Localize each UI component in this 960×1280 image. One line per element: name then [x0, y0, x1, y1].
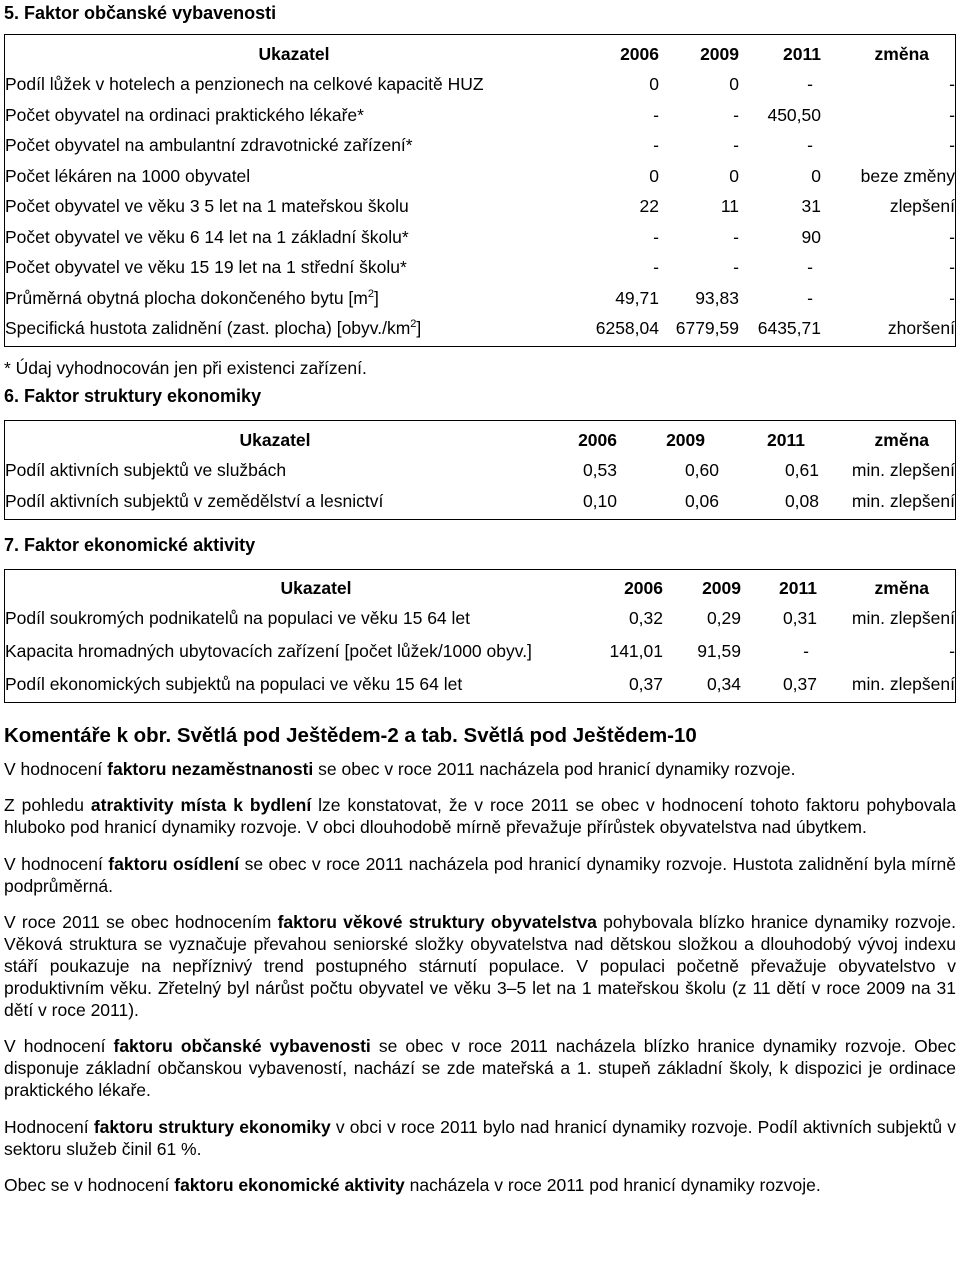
row-label-superscript: 2	[410, 318, 417, 331]
table-row	[5, 70, 955, 101]
paragraph-text: pohybovala blízko hranice dynamiky rozvoje. Věková struktura se vyznačuje převahou seniorské složky obyvatelstva nad dětskou složkou a dlouhodobý vývoj indexu stáří poukazuje na nepříznivý trend postupného stárnutí populace. V populaci početně převažuje obyvatelstvo v produktivním věku. Zřetelný byl nárůst počtu obyvatel ve věku 3–5 let na 1 mateřskou školu (z 11 dětí v roce 2009 na 31 dětí v roce 2011).	[4, 912, 956, 1020]
header-2011: 2011	[783, 43, 821, 64]
table-row	[5, 283, 955, 314]
value-change: -	[949, 135, 955, 156]
table-row	[5, 486, 955, 517]
header-2006: 2006	[620, 43, 659, 64]
value-2011: 0,37	[782, 674, 817, 694]
value-2011: 31	[801, 196, 821, 217]
row-label-suffix: ]	[416, 318, 422, 339]
value-change: -	[949, 74, 955, 95]
header-change: změna	[874, 429, 929, 450]
value-2006: 0,37	[628, 674, 663, 694]
row-label: Kapacita hromadných ubytovacích zařízení [počet lůžek/1000 obyv.]	[5, 641, 532, 661]
value-2006: 0,32	[628, 608, 663, 628]
value-change: beze změny	[860, 165, 955, 186]
table-row	[5, 131, 955, 162]
header-change: změna	[874, 578, 929, 598]
header-change: změna	[874, 43, 929, 64]
row-label: Podíl aktivních subjektů ve službách	[5, 460, 287, 481]
paragraph-text: V hodnocení	[4, 1036, 114, 1057]
paragraph-text: se obec v roce 2011 nacházela pod hranicí dynamiky rozvoje. Hustota zalidnění byla mírně podprůměrná.	[4, 853, 957, 896]
paragraph-emphasis: faktoru ekonomické aktivity	[174, 1175, 405, 1196]
value-2009: 0	[729, 165, 739, 186]
value-2009: -	[733, 135, 739, 156]
value-change: -	[949, 257, 955, 278]
paragraph-emphasis: faktoru věkové struktury obyvatelstva	[277, 912, 597, 933]
paragraph-text: lze konstatovat, že v roce 2011 se obec v hodnocení tohoto faktoru pohybovala hluboko pod hranicí dynamiky rozvoje. V obci dlouhodobě mírně převažuje přírůstek obyvatelstva nad úbytkem.	[4, 795, 956, 838]
row-label-suffix: ]	[374, 287, 379, 308]
header-2009: 2009	[702, 578, 741, 598]
value-2006: 0,10	[582, 490, 617, 511]
value-2006: 0	[649, 165, 659, 186]
paragraph-text: v obci v roce 2011 bylo nad hranicí dynamiky rozvoje. Podíl aktivních subjektů v sektoru služeb činil 61 %.	[4, 1116, 956, 1159]
value-change: min. zlepšení	[851, 460, 955, 481]
header-2009: 2009	[700, 43, 739, 64]
header-2009: 2009	[666, 429, 705, 450]
value-2009: 0,29	[706, 608, 741, 628]
value-2009: 0,60	[684, 460, 719, 481]
comment-paragraph	[4, 912, 956, 1021]
paragraph-text: Hodnocení	[4, 1116, 94, 1137]
section-6-table-box	[4, 420, 956, 520]
row-label	[5, 283, 571, 314]
value-2009: -	[733, 257, 739, 278]
value-2009: 93,83	[695, 287, 739, 308]
paragraph-text: Z pohledu	[4, 795, 91, 816]
table-header-row	[5, 39, 955, 70]
header-indicator: Ukazatel	[258, 43, 330, 64]
value-2006: 22	[639, 196, 659, 217]
comment-paragraph	[4, 759, 956, 781]
section-7-table	[5, 574, 955, 700]
table-row	[5, 161, 955, 192]
row-label: Podíl lůžek v hotelech a penzionech na celkové kapacitě HUZ	[5, 74, 484, 95]
header-2011: 2011	[767, 429, 805, 450]
header-indicator: Ukazatel	[239, 429, 311, 450]
row-label: Počet obyvatel ve věku 3 5 let na 1 mateřskou školu	[5, 196, 409, 217]
row-label-text: Průměrná obytná plocha dokončeného bytu [m	[5, 287, 368, 308]
paragraph-emphasis: faktoru nezaměstnanosti	[107, 758, 314, 779]
section-6-table	[5, 425, 955, 517]
table-row	[5, 222, 955, 253]
value-2011: 90	[801, 226, 821, 247]
section-6-title: 6. Faktor struktury ekonomiky	[4, 386, 262, 406]
comment-paragraph	[4, 795, 956, 839]
row-label-superscript: 2	[367, 287, 374, 300]
value-2006: -	[653, 257, 659, 278]
value-2006: -	[653, 104, 659, 125]
table-row	[5, 192, 955, 223]
paragraph-text: se obec v roce 2011 nacházela pod hranicí dynamiky rozvoje.	[313, 758, 796, 779]
paragraph-text: V roce 2011 se obec hodnocením	[4, 912, 278, 933]
value-2011: 0,08	[784, 490, 819, 511]
paragraph-emphasis: faktoru osídlení	[108, 853, 240, 874]
comment-paragraph	[4, 854, 956, 898]
value-2006: 141,01	[609, 641, 663, 661]
value-change: -	[949, 226, 955, 247]
header-2011: 2011	[779, 578, 817, 598]
table-row	[5, 604, 955, 634]
value-2011: -	[807, 287, 813, 308]
section-5-title: 5. Faktor občanské vybavenosti	[4, 3, 277, 23]
value-change: min. zlepšení	[851, 490, 955, 511]
section-5-table-box	[4, 34, 956, 347]
row-label: Podíl ekonomických subjektů na populaci ve věku 15 64 let	[5, 674, 463, 694]
row-label: Podíl soukromých podnikatelů na populaci ve věku 15 64 let	[5, 608, 471, 628]
row-label-text: Specifická hustota zalidnění (zast. plocha) [obyv./km	[5, 318, 411, 339]
row-label: Počet obyvatel ve věku 15 19 let na 1 střední školu*	[5, 257, 407, 278]
value-2011: -	[803, 641, 809, 661]
value-2011: -	[807, 135, 813, 156]
paragraph-emphasis: faktoru občanské vybavenosti	[113, 1036, 371, 1057]
table-row	[5, 634, 955, 670]
paragraph-text: nacházela v roce 2011 pod hranicí dynamiky rozvoje.	[404, 1175, 821, 1196]
section-5-table	[5, 39, 955, 344]
value-change: zhoršení	[887, 318, 955, 339]
value-change: -	[949, 641, 955, 661]
value-2011: 0	[811, 165, 821, 186]
value-2011: -	[807, 74, 813, 95]
value-2011: -	[807, 257, 813, 278]
value-2009: 0,06	[684, 490, 719, 511]
header-2006: 2006	[578, 429, 617, 450]
comments-title: Komentáře k obr. Světlá pod Ještědem-2 a tab. Světlá pod Ještědem-10	[4, 723, 697, 747]
paragraph-emphasis: faktoru struktury ekonomiky	[93, 1116, 331, 1137]
value-2011: 450,50	[767, 104, 821, 125]
row-label	[5, 314, 571, 345]
value-change: min. zlepšení	[851, 608, 955, 628]
section-7-table-box	[4, 569, 956, 703]
row-label: Podíl aktivních subjektů v zemědělství a lesnictví	[5, 490, 384, 511]
section-7-title: 7. Faktor ekonomické aktivity	[4, 534, 256, 555]
row-label: Počet obyvatel na ordinaci praktického lékaře*	[5, 104, 364, 125]
value-2006: -	[653, 226, 659, 247]
paragraph-text: Obec se v hodnocení	[4, 1175, 175, 1196]
table-row	[5, 314, 955, 345]
table-header-row	[5, 574, 955, 604]
table-header-row	[5, 425, 955, 456]
footnote: * Údaj vyhodnocován jen při existenci zařízení.	[4, 358, 367, 378]
row-label: Počet lékáren na 1000 obyvatel	[5, 165, 251, 186]
value-change: -	[949, 287, 955, 308]
row-label: Počet obyvatel ve věku 6 14 let na 1 základní školu*	[5, 226, 409, 247]
comment-paragraph	[4, 1036, 956, 1101]
value-2006: 0	[649, 74, 659, 95]
comment-paragraph	[4, 1175, 956, 1197]
table-row	[5, 100, 955, 131]
value-2011: 0,61	[784, 460, 819, 481]
comment-paragraph	[4, 1117, 956, 1161]
value-change: zlepšení	[889, 196, 955, 217]
row-label: Počet obyvatel na ambulantní zdravotnické zařízení*	[5, 135, 413, 156]
value-change: -	[949, 104, 955, 125]
header-indicator: Ukazatel	[280, 578, 352, 598]
value-2006: 6258,04	[595, 318, 659, 339]
value-2009: 0,34	[706, 674, 741, 694]
value-2009: 11	[720, 196, 739, 217]
table-row	[5, 670, 955, 700]
value-2006: -	[653, 135, 659, 156]
value-2009: 91,59	[697, 641, 741, 661]
table-row	[5, 456, 955, 487]
paragraph-text: V hodnocení	[4, 758, 108, 779]
value-2006: 49,71	[615, 287, 659, 308]
table-row	[5, 253, 955, 284]
header-2006: 2006	[624, 578, 663, 598]
value-2009: -	[733, 104, 739, 125]
value-2009: -	[733, 226, 739, 247]
paragraph-text: V hodnocení	[4, 853, 109, 874]
value-2009: 0	[729, 74, 739, 95]
document-page	[4, 0, 956, 1197]
value-2011: 0,31	[782, 608, 817, 628]
paragraph-text: se obec v roce 2011 nacházela blízko hranice dynamiky rozvoje. Obec disponuje základní občanskou vybaveností, nachází se zde mateřská a 1. stupeň základní školy, k dispozici je ordinace praktického lékaře.	[4, 1036, 956, 1101]
paragraph-emphasis: atraktivity místa k bydlení	[90, 795, 312, 816]
value-2006: 0,53	[582, 460, 617, 481]
value-2009: 6779,59	[675, 318, 739, 339]
value-change: min. zlepšení	[851, 674, 955, 694]
value-2011: 6435,71	[757, 318, 821, 339]
